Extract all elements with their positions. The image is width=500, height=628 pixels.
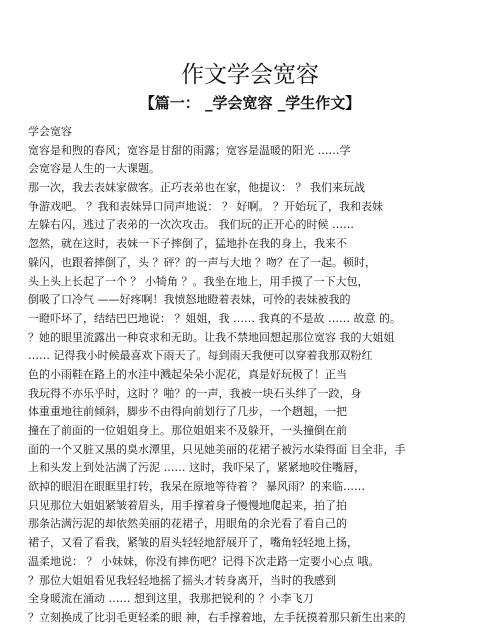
text-line: 上和头发上到处沾满了污泥 …… 这时，我吓呆了，紧紧地咬住嘴唇，: [28, 461, 365, 475]
text-line: 倒吸了口冷气 ——好疼啊！我愤怒地瞪着表妹，可怜的表妹被我的: [28, 293, 351, 307]
text-line: 躲闪，也跟着摔倒了，头 ？砰？的一声与大地 ？吻？在了一起。顿时，: [28, 255, 376, 269]
text-line: 忽然，就在这时，表妹一下子摔倒了，猛地扑在我的身上，我来不: [28, 237, 347, 251]
text-line: ？立刻换成了比羽毛更轻柔的眼 神，右手撑着地，左手抚摸着那只新生出来的: [28, 610, 406, 624]
text-line: 面的一个又脏又黑的臭水潭里，只见她美丽的花裙子被污水染得面 目全非，手: [28, 442, 406, 456]
document-title: 作文学会宽容: [181, 62, 319, 88]
text-line: 全身暖流在涌动 …… 想到这里，我那把锐利的 ？小李飞刀: [28, 592, 314, 606]
text-line: 那条沾满污泥的却依然美丽的花裙子，用眼角的余光看了看自己的: [28, 517, 347, 531]
text-line: ？那位大姐姐看见我轻轻地摇了摇头才转身离开，当时的我感到: [28, 573, 336, 587]
text-line: 宽容是和煦的春风；宽容是甘甜的雨露；宽容是温暖的阳光 ……学: [28, 143, 351, 157]
text-line: 我玩得不亦乐乎时，这时 ？啪？的一声，我被一块石头绊了一跤，身: [28, 386, 362, 400]
text-line: 左躲右闪，逃过了表弟的一次次攻击。 我们玩的正开心的时候 ……: [28, 218, 354, 232]
document-body: [28, 123, 476, 628]
document-subtitle: 【篇一： _学会宽容 _学生作文】: [139, 94, 361, 112]
text-line: 争游戏吧。 ？我和表妹异口同声地说： ？ 好啊。 ？开始玩了，我和表妹: [28, 199, 383, 213]
text-line: 撞在了前面的一位姐姐身上。那位姐姐来不及躲开，一头撞倒在前: [28, 424, 347, 437]
text-line: 欲掉的眼泪在眼眶里打转，我呆在原地等待着 ？ 暴风雨？的来临……: [28, 480, 365, 494]
text-line: 那一次，我去表妹家做客。正巧表弟也在家，他提议： ？ 我们来玩战: [28, 181, 365, 195]
text-line: …… 记得我小时候最喜欢下雨天了。每到雨天我便可以穿着我那双粉红: [28, 349, 373, 363]
text-line: 一瞪吓坏了，结结巴巴地说： ？姐姐，我 …… 我真的不是故 …… 故意 的。: [28, 311, 401, 325]
text-line: ？她的眼里流露出一种哀求和无助。让我不禁地回想起那位宽容 我的大姐姐: [28, 330, 395, 344]
text-line: 头上头上长起了一个 ？ 小犄角 ？。我坐在地上，用手摸了一下大包，: [28, 274, 369, 288]
text-line: 会宽容是人生的一大课题。: [28, 162, 160, 176]
text-line: 体重重地往前倾斜，脚步不由得向前划行了几步，一个趔趄，一把: [28, 405, 347, 419]
text-line: 色的小雨鞋在路上的水洼中溅起朵朵小泥花，真是好玩极了！正当: [28, 367, 347, 381]
text-line: 学会宽容: [28, 125, 72, 138]
text-line: 温柔地说： ？ 小妹妹，你没有摔伤吧？记得下次走路一定要小心点 哦。: [28, 554, 380, 568]
text-line: 只见那位大姐姐紧皱着眉头，用手撑着身子慢慢地爬起来，拍了拍: [28, 498, 347, 512]
text-line: 裙子，又看了看我，紧皱的眉头轻轻地舒展开了，嘴角轻轻地上扬，: [28, 536, 358, 550]
